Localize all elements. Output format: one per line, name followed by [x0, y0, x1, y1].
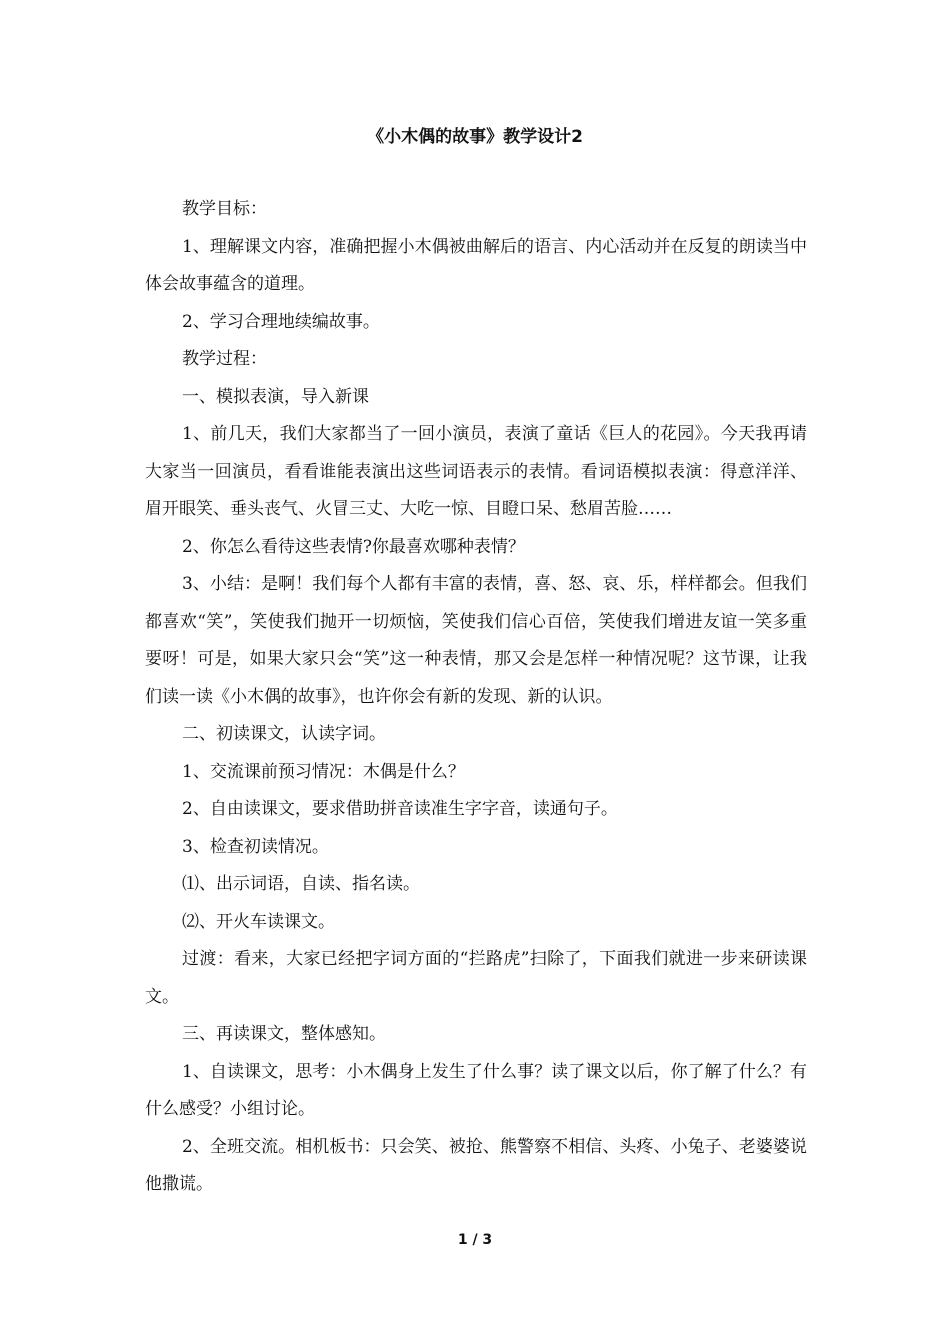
paragraph: 2、全班交流。相机板书：只会笑、被抢、熊警察不相信、头疼、小兔子、老婆婆说他撒谎。	[145, 1136, 807, 1194]
paragraph: 3、检查初读情况。	[182, 836, 329, 857]
paragraph: 1、理解课文内容，准确把握小木偶被曲解后的语言、内心活动并在反复的朗读当中体会故事蕴含的道理。	[145, 236, 807, 294]
page-number: 1 / 3	[457, 1232, 493, 1248]
paragraph: 2、学习合理地续编故事。	[182, 311, 380, 332]
paragraph: 1、交流课前预习情况：木偶是什么？	[182, 761, 465, 782]
document-title: 《小木偶的故事》教学设计2	[367, 127, 583, 147]
paragraph: 1、前几天，我们大家都当了一回小演员，表演了童话《巨人的花园》。今天我再请大家当一回演员，看看谁能表演出这些词语表示的表情。看词语模拟表演：得意洋洋、眉开眼笑、垂头丧气、火冒三丈、大吃一惊、目瞪口呆、愁眉苦脸……	[145, 424, 807, 519]
paragraph: ⑵、开火车读课文。	[182, 911, 335, 932]
paragraph: 2、自由读课文，要求借助拼音读准生字字音，读通句子。	[182, 799, 618, 819]
paragraph: 过渡：看来，大家已经把字词方面的“拦路虎”扫除了，下面我们就进一步来研读课文。	[145, 949, 807, 1007]
paragraph: ⑴、出示词语，自读、指名读。	[182, 874, 420, 894]
paragraph: 3、小结：是啊！我们每个人都有丰富的表情，喜、怒、哀、乐，样样都会。但我们都喜欢“笑”，笑使我们抛开一切烦恼，笑使我们信心百倍，笑使我们增进友谊一笑多重要呀！可是，如果大家只会“笑”这一种表情，那又会是怎样一种情况呢？这节课，让我们读一读《小木偶的故事》，也许你会有新的发现、新的认识。	[145, 574, 807, 707]
paragraph: 一、模拟表演，导入新课	[182, 386, 369, 407]
paragraph: 1、自读课文，思考：小木偶身上发生了什么事？读了课文以后，你了解了什么？有什么感受？小组讨论。	[145, 1061, 807, 1119]
paragraph: 教学目标：	[182, 199, 267, 219]
paragraph: 教学过程：	[182, 349, 267, 369]
paragraph: 三、再读课文，整体感知。	[182, 1024, 386, 1044]
paragraph: 二、初读课文，认读字词。	[182, 724, 386, 744]
paragraph: 2、你怎么看待这些表情?你最喜欢哪种表情？	[182, 536, 525, 557]
document-body	[145, 191, 807, 1204]
